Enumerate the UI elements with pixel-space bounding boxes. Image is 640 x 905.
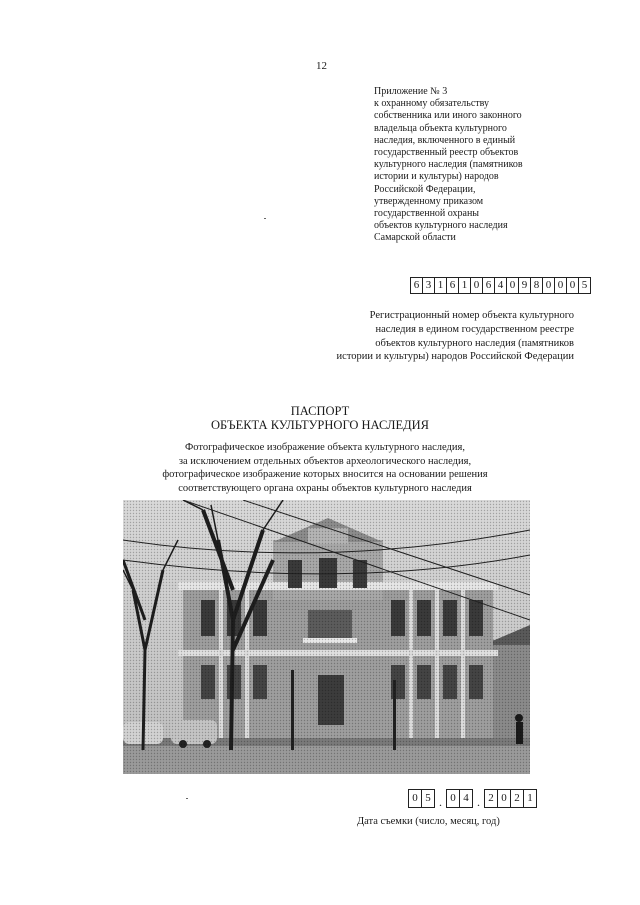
building-photo bbox=[123, 500, 530, 774]
date-separator: . bbox=[439, 795, 442, 809]
registration-digit: 0 bbox=[507, 278, 519, 293]
date-digit: 0 bbox=[498, 790, 511, 807]
registration-digit: 0 bbox=[555, 278, 567, 293]
appendix-line: наследия, включенного в единый bbox=[374, 134, 516, 146]
photo-caption bbox=[120, 441, 530, 495]
document-title: ПАСПОРТ bbox=[290, 404, 350, 418]
photo-caption-line: Фотографическое изображение объекта культурного наследия, bbox=[185, 442, 465, 453]
registration-caption-line: объектов культурного наследия (памятников bbox=[375, 337, 574, 349]
appendix-line: государственной охраны bbox=[374, 208, 480, 220]
date-digit: 2 bbox=[511, 790, 524, 807]
appendix-line: Самарской области bbox=[374, 232, 456, 244]
date-digit: 2 bbox=[485, 790, 498, 807]
registration-digit: 6 bbox=[483, 278, 495, 293]
date-separator: . bbox=[477, 795, 480, 809]
registration-digit: 8 bbox=[531, 278, 543, 293]
registration-digit: 6 bbox=[411, 278, 423, 293]
appendix-line: к охранному обязательству bbox=[374, 98, 490, 110]
appendix-line: культурного наследия (памятников bbox=[374, 159, 523, 171]
registration-digit: 1 bbox=[435, 278, 447, 293]
appendix-line: владельца объекта культурного bbox=[374, 122, 507, 134]
registration-digit: 3 bbox=[423, 278, 435, 293]
registration-digit: 0 bbox=[543, 278, 555, 293]
registration-digit: 5 bbox=[581, 279, 588, 291]
registration-digit: 6 bbox=[447, 278, 459, 293]
appendix-line: государственный реестр объектов bbox=[374, 147, 519, 159]
scan-speck bbox=[264, 218, 266, 219]
date-digit: 0 bbox=[409, 790, 422, 807]
appendix-line: Приложение № 3 bbox=[374, 86, 448, 97]
registration-number-boxes bbox=[410, 277, 591, 294]
document-subtitle: ОБЪЕКТА КУЛЬТУРНОГО НАСЛЕДИЯ bbox=[211, 418, 429, 432]
date-year bbox=[484, 789, 537, 808]
registration-caption-line: наследия в едином государственном реестре bbox=[375, 323, 574, 335]
appendix-line: Российской Федерации, bbox=[374, 183, 476, 195]
appendix-line: истории и культуры) народов bbox=[374, 171, 499, 183]
photo-caption-line: фотографическое изображение которых вносится на основании решения bbox=[162, 469, 488, 481]
date-digit: 0 bbox=[447, 790, 460, 807]
registration-digit: 0 bbox=[471, 278, 483, 293]
registration-caption bbox=[254, 309, 574, 364]
date-digit: 5 bbox=[425, 792, 431, 804]
date-digit: 1 bbox=[527, 792, 533, 804]
photo-caption-line: соответствующего органа охраны объектов культурного наследия bbox=[178, 482, 472, 494]
appendix-line: утвержденному приказом bbox=[374, 195, 484, 207]
date-month bbox=[446, 789, 473, 808]
date-digit: 4 bbox=[463, 792, 469, 804]
date-day bbox=[408, 789, 435, 808]
page-number: 12 bbox=[316, 60, 327, 72]
appendix-line: объектов культурного наследия bbox=[374, 220, 508, 232]
registration-digit: 0 bbox=[567, 278, 579, 293]
appendix-note bbox=[374, 86, 574, 245]
registration-digit: 1 bbox=[459, 278, 471, 293]
registration-digit: 9 bbox=[519, 278, 531, 293]
appendix-line: собственника или иного законного bbox=[374, 110, 522, 122]
registration-caption-line: Регистрационный номер объекта культурного bbox=[369, 310, 574, 321]
registration-digit: 4 bbox=[495, 278, 507, 293]
date-caption: Дата съемки (число, месяц, год) bbox=[357, 816, 500, 827]
shooting-date-boxes bbox=[408, 789, 537, 808]
photo-caption-line: за исключением отдельных объектов археологического наследия, bbox=[178, 455, 472, 467]
scan-speck bbox=[186, 798, 188, 799]
registration-caption-line: истории и культуры) народов Российской Федерации bbox=[336, 351, 574, 363]
